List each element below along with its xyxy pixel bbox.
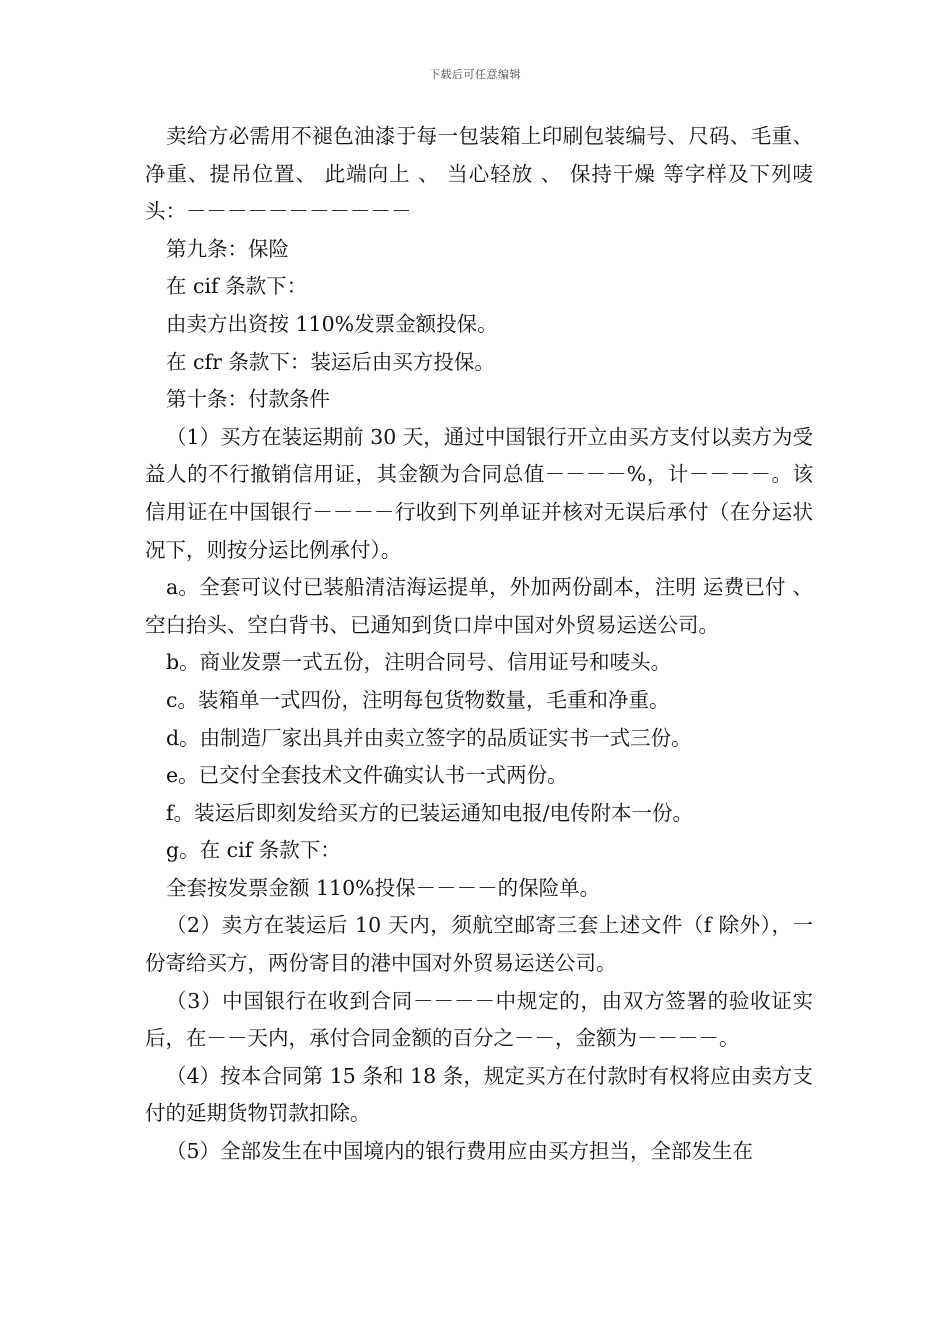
paragraph-cif-terms: 在 cif 条款下： — [166, 274, 308, 299]
paragraph-insurance-policy: 全套按发票金额 110%投保－－－－的保险单。 — [166, 875, 601, 900]
paragraph-marking: 卖给方必需用不褪色油漆于每一包装箱上印刷包装编号、尺码、毛重、净重、提吊位置、 此端向上 、 当心轻放 、 保持干燥 等字样及下列唛头：－－－－－－－－－－－ — [145, 124, 813, 224]
paragraph-item-a: a。全套可议付已装船清洁海运提单，外加两份副本，注明 运费已付 、空白抬头、空白背书、已通知到货口岸中国对外贸易运送公司。 — [145, 575, 813, 637]
paragraph-item-c: c。装箱单一式四份，注明每包货物数量，毛重和净重。 — [166, 687, 670, 712]
paragraph-payment-4: （4）按本合同第 15 条和 18 条，规定买方在付款时有权将应由卖方支付的延期货物罚款扣除。 — [145, 1063, 813, 1126]
article-9-heading: 第九条：保险 — [166, 236, 289, 261]
paragraph-item-d: d。由制造厂家出具并由卖立签字的品质证实书一式三份。 — [166, 725, 692, 750]
paragraph-cfr-terms: 在 cfr 条款下：装运后由买方投保。 — [166, 349, 495, 374]
paragraph-payment-1: （1）买方在装运期前 30 天，通过中国银行开立由买方支付以卖方为受益人的不行撤销信用证，其金额为合同总值－－－－%，计－－－－。该信用证在中国银行－－－－行收到下列单证并核对无误后承付（在分运状况下，则按分运比例承付）。 — [145, 424, 813, 562]
paragraph-item-e: e。已交付全套技术文件确实认书一式两份。 — [166, 763, 568, 788]
paragraph-item-f: f。装运后即刻发给买方的已装运通知电报/电传附本一份。 — [166, 800, 693, 825]
paragraph-payment-3: （3）中国银行在收到合同－－－－中规定的，由双方签署的验收证实后，在－－天内，承付合同金额的百分之－－，金额为－－－－。 — [145, 988, 813, 1051]
paragraph-insurance-seller: 由卖方出资按 110%发票金额投保。 — [166, 311, 498, 336]
page-header: 下载后可任意编辑 — [429, 68, 521, 81]
paragraph-payment-2: （2）卖方在装运后 10 天内，须航空邮寄三套上述文件（f 除外），一份寄给买方，两份寄目的港中国对外贸易运送公司。 — [145, 913, 813, 976]
paragraph-item-g: g。在 cif 条款下： — [166, 838, 341, 863]
article-10-heading: 第十条：付款条件 — [166, 387, 330, 412]
paragraph-item-b: b。商业发票一式五份，注明合同号、信用证号和唛头。 — [166, 650, 672, 675]
paragraph-payment-5: （5）全部发生在中国境内的银行费用应由买方担当，全部发生在 — [166, 1139, 754, 1164]
document-body — [145, 118, 813, 1171]
